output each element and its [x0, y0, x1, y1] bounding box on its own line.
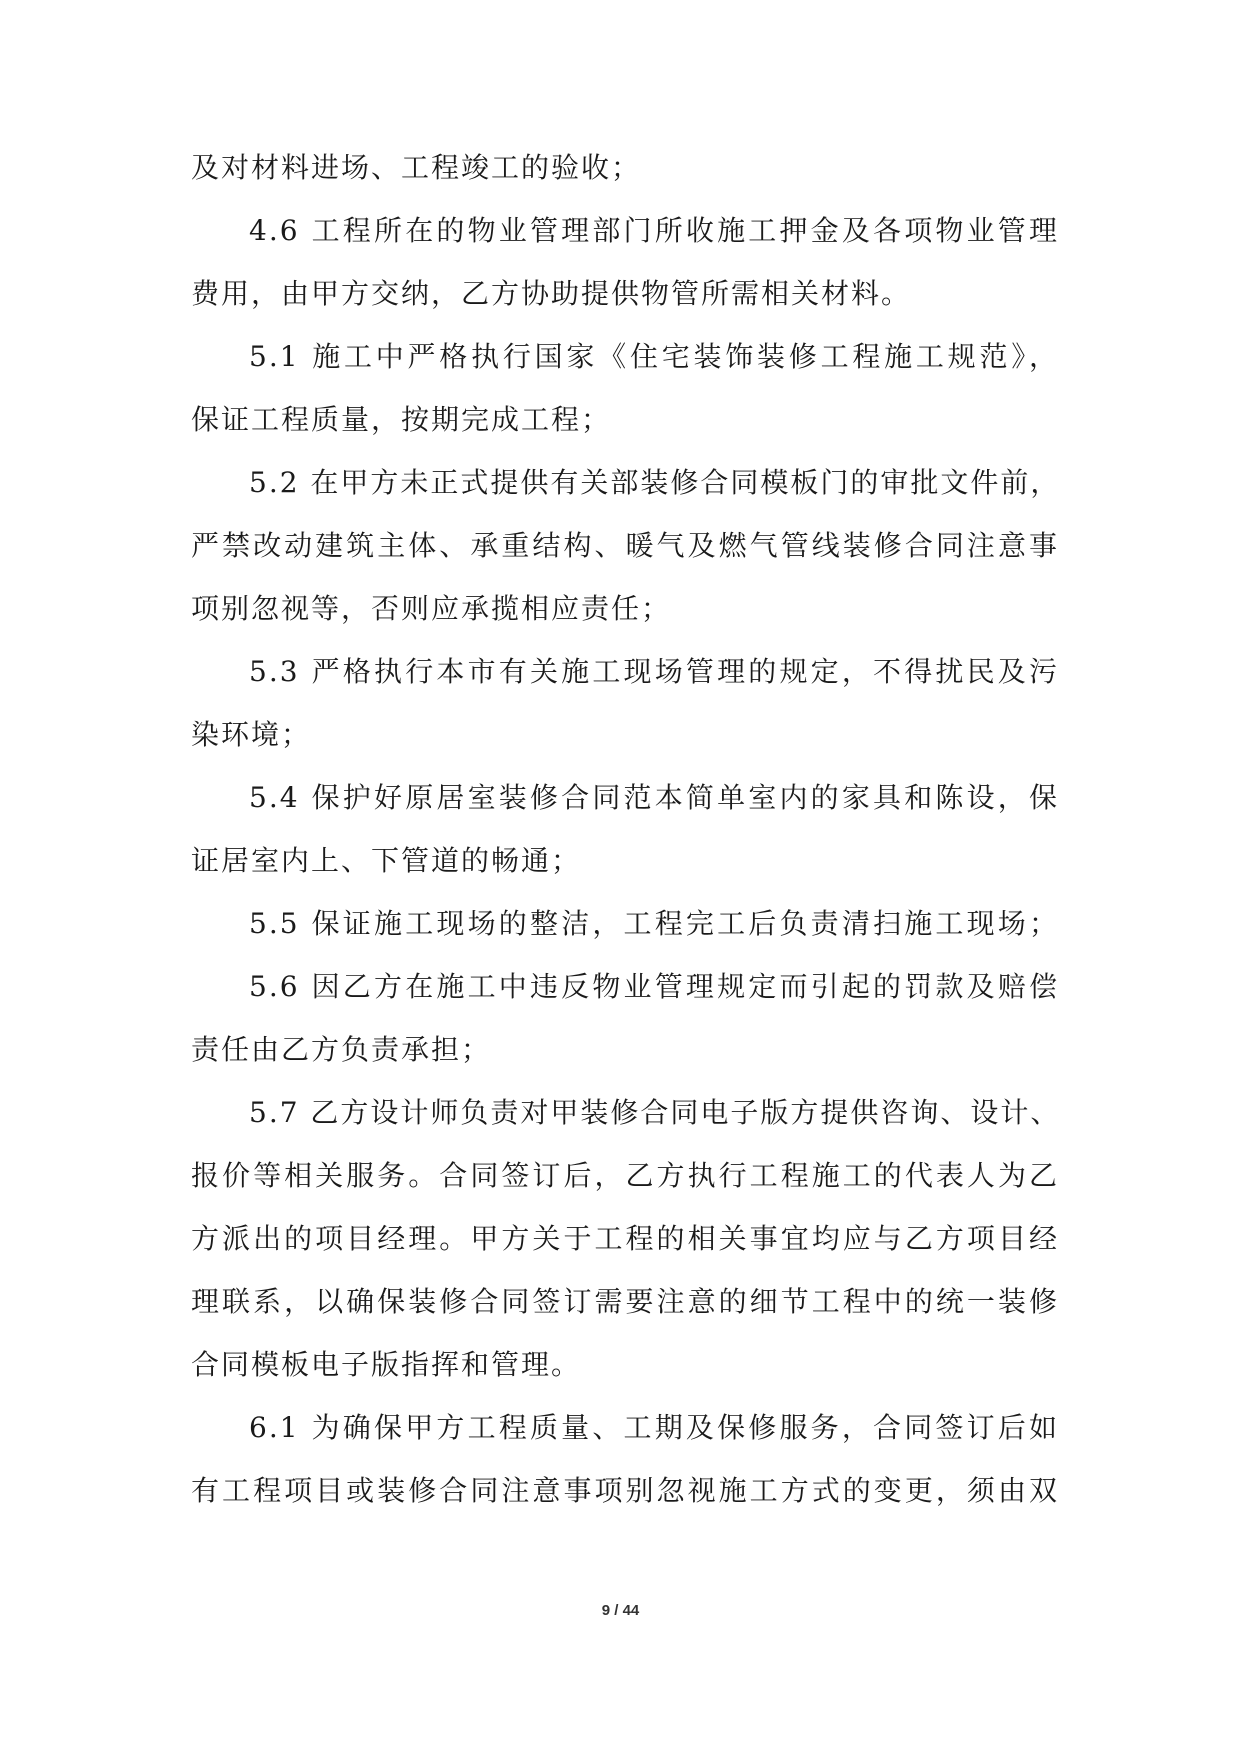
text-line: 6.1 为确保甲方工程质量、工期及保修服务，合同签订后如 — [249, 1411, 1059, 1444]
text-line: 证居室内上、下管道的畅通； — [191, 844, 582, 877]
text-line: 项别忽视等，否则应承揽相应责任； — [191, 592, 672, 625]
text-line: 报价等相关服务。合同签订后，乙方执行工程施工的代表人为乙 — [191, 1159, 1059, 1192]
document-body — [191, 150, 1059, 1536]
page-number: 9 / 44 — [601, 1602, 640, 1619]
text-line: 及对材料进场、工程竣工的验收； — [191, 151, 642, 184]
text-line: 责任由乙方负责承担； — [191, 1033, 492, 1066]
text-line: 有工程项目或装修合同注意事项别忽视施工方式的变更，须由双 — [191, 1474, 1059, 1507]
text-line: 方派出的项目经理。甲方关于工程的相关事宜均应与乙方项目经 — [191, 1222, 1059, 1255]
text-line: 4.6 工程所在的物业管理部门所收施工押金及各项物业管理 — [249, 214, 1059, 247]
text-line: 5.6 因乙方在施工中违反物业管理规定而引起的罚款及赔偿 — [249, 970, 1059, 1003]
text-line: 合同模板电子版指挥和管理。 — [191, 1348, 582, 1381]
text-line: 5.1 施工中严格执行国家《住宅装饰装修工程施工规范》， — [249, 340, 1059, 373]
text-line: 严禁改动建筑主体、承重结构、暖气及燃气管线装修合同注意事 — [191, 529, 1059, 562]
text-line: 5.5 保证施工现场的整洁，工程完工后负责清扫施工现场； — [249, 907, 1059, 940]
text-line: 费用，由甲方交纳，乙方协助提供物管所需相关材料。 — [191, 277, 912, 310]
text-line: 5.7 乙方设计师负责对甲装修合同电子版方提供咨询、设计、 — [249, 1096, 1061, 1129]
text-line: 5.2 在甲方未正式提供有关部装修合同模板门的审批文件前， — [249, 466, 1061, 499]
text-line: 保证工程质量，按期完成工程； — [191, 403, 612, 436]
text-line: 理联系，以确保装修合同签订需要注意的细节工程中的统一装修 — [191, 1285, 1059, 1318]
text-line: 5.4 保护好原居室装修合同范本简单室内的家具和陈设，保 — [249, 781, 1059, 814]
text-line: 5.3 严格执行本市有关施工现场管理的规定，不得扰民及污 — [249, 655, 1059, 688]
text-line: 染环境； — [191, 718, 312, 751]
